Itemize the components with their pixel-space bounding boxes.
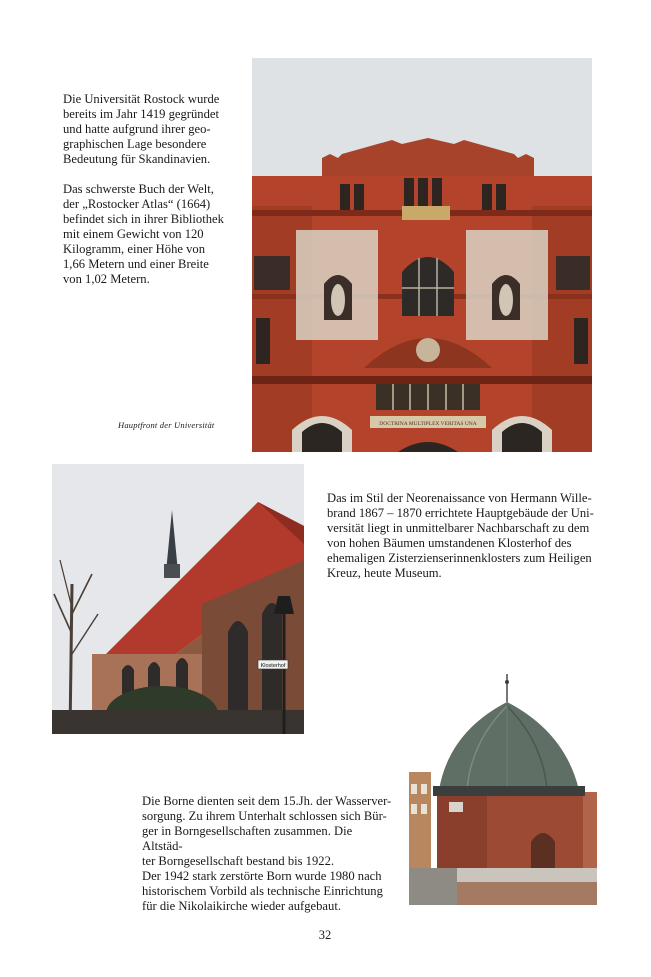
page-number: 32	[318, 928, 332, 942]
text-line: befindet sich in ihrer Bibliothek	[63, 212, 224, 226]
text-line: mit einem Gewicht von 120	[63, 227, 204, 241]
text-line: ter Borngesellschaft bestand bis 1922.	[142, 854, 335, 868]
text-line: Die Universität Rostock wurde	[63, 92, 220, 106]
main-building-text	[327, 491, 595, 581]
borne-text	[142, 794, 394, 914]
text-line: der „Rostocker Atlas“ (1664)	[63, 197, 211, 211]
text-line: 1,66 Metern und einer Breite	[63, 257, 209, 271]
text-line: Kilogramm, einer Höhe von	[63, 242, 205, 256]
intro-paragraph-1	[63, 92, 227, 167]
text-line: Kreuz, heute Museum.	[327, 566, 442, 580]
text-line: für die Nikolaikirche wieder aufgebaut.	[142, 899, 341, 913]
intro-paragraph-2	[63, 182, 227, 287]
born-pavilion-photo	[409, 672, 597, 905]
church-photo	[52, 464, 304, 734]
street-sign-text: Klosterhof	[260, 663, 286, 669]
text-line: Das schwerste Buch der Welt,	[63, 182, 214, 196]
text-line: Der 1942 stark zerstörte Born wurde 1980 nach	[142, 869, 382, 883]
text-line: sorgung. Zu ihrem Unterhalt schlossen sich Bür-	[142, 809, 387, 823]
university-photo	[252, 58, 592, 452]
text-line: ger in Borngesellschaften zusammen. Die Altstäd-	[142, 824, 353, 853]
intro-text	[63, 92, 227, 287]
text-line: Bedeutung für Skandinavien.	[63, 152, 211, 166]
text-line: graphischen Lage besondere	[63, 137, 207, 151]
text-line: historischem Vorbild als technische Einrichtung	[142, 884, 383, 898]
university-caption: Hauptfront der Universität	[118, 420, 215, 430]
main-building-paragraph	[327, 491, 595, 581]
text-line: bereits im Jahr 1419 gegründet	[63, 107, 219, 121]
text-line: von hohen Bäumen umstandenen Klosterhof des	[327, 536, 572, 550]
text-line: ehemaligen Zisterzienserinnenklosters zum Heiligen	[327, 551, 592, 565]
motto-plaque-text: DOCTRINA MULTIPLEX VERITAS UNA	[379, 421, 477, 427]
text-line: Die Borne dienten seit dem 15.Jh. der Wasserver-	[142, 794, 392, 808]
text-line: brand 1867 – 1870 errichtete Hauptgebäude der Uni-	[327, 506, 594, 520]
borne-paragraph	[142, 794, 394, 914]
text-line: Das im Stil der Neorenaissance von Hermann Wille-	[327, 491, 592, 505]
text-line: von 1,02 Metern.	[63, 272, 150, 286]
text-line: versität liegt in unmittelbarer Nachbarschaft zu dem	[327, 521, 590, 535]
text-line: und hatte aufgrund ihrer geo-	[63, 122, 211, 136]
